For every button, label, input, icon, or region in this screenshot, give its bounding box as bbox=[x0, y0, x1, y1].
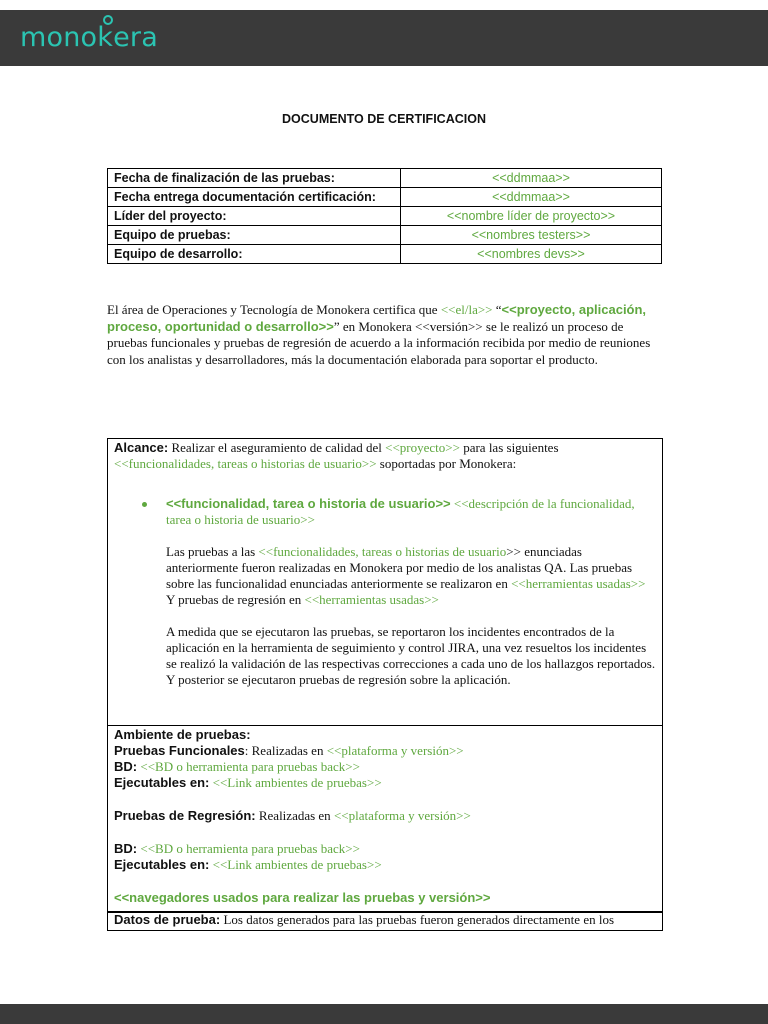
datos-box bbox=[107, 911, 663, 931]
bd-label: BD: bbox=[114, 759, 138, 774]
intro-text: El área de Operaciones y Tecnología de Monokera certifica que bbox=[107, 302, 441, 317]
para-placeholder: <<herramientas usadas>> bbox=[304, 592, 439, 607]
alcance-placeholder: <<proyecto>> bbox=[385, 440, 460, 455]
alcance-box bbox=[107, 438, 663, 726]
top-header-bar bbox=[0, 10, 768, 66]
table-row bbox=[108, 169, 662, 188]
info-value: <<nombres testers>> bbox=[401, 226, 662, 245]
intro-placeholder-bold: <<proyecto, aplicación, proceso, oportunidad o desarrollo>> bbox=[107, 302, 647, 334]
reg-value: <<plataforma y versión>> bbox=[333, 808, 471, 823]
bottom-footer-bar bbox=[0, 1004, 768, 1024]
alcance-text: soportadas por Monokera: bbox=[376, 456, 517, 471]
intro-text: ” en Monokera <<versión>> se le realizó un proceso de pruebas funcionales y pruebas de regresión de acuerdo a la información recibida por medio de reuniones con los analistas y desarrolladores, más la documentación elaborada para soportar el producto. bbox=[107, 318, 651, 367]
document-title: DOCUMENTO DE CERTIFICACION bbox=[282, 112, 486, 126]
table-row bbox=[108, 245, 662, 264]
info-label: Equipo de pruebas: bbox=[108, 226, 401, 245]
info-value: <<nombres devs>> bbox=[401, 245, 662, 264]
func-value: <<plataforma y versión>> bbox=[326, 743, 464, 758]
ejec2-label: Ejecutables en: bbox=[114, 857, 210, 872]
list-item bbox=[166, 496, 656, 528]
bd2-label: BD: bbox=[114, 841, 138, 856]
ambiente-regresion bbox=[114, 808, 656, 824]
ejec-value: <<Link ambientes de pruebas>> bbox=[209, 775, 382, 790]
info-value: <<ddmmaa>> bbox=[401, 169, 662, 188]
alcance-intro bbox=[114, 440, 656, 472]
ejec-label: Ejecutables en: bbox=[114, 775, 210, 790]
info-value: <<nombre líder de proyecto>> bbox=[401, 207, 662, 226]
logo-text-c: era bbox=[113, 22, 158, 53]
intro-placeholder: <<el/la>> bbox=[440, 302, 493, 317]
alcance-text: Realizar el aseguramiento de calidad del bbox=[168, 440, 386, 455]
datos-text: Los datos generados para las pruebas fueron generados directamente en los bbox=[220, 912, 615, 927]
intro-text: “ bbox=[492, 302, 502, 317]
alcance-text: para las siguientes bbox=[459, 440, 559, 455]
ejec2-value: <<Link ambientes de pruebas>> bbox=[209, 857, 382, 872]
info-label: Fecha de finalización de las pruebas: bbox=[108, 169, 401, 188]
reg-label: Pruebas de Regresión: bbox=[114, 808, 256, 823]
ambiente-bd-2 bbox=[114, 841, 656, 857]
info-value: <<ddmmaa>> bbox=[401, 188, 662, 207]
info-label: Líder del proyecto: bbox=[108, 207, 401, 226]
ambiente-box bbox=[107, 725, 663, 913]
para-text: Y pruebas de regresión en bbox=[166, 592, 305, 607]
info-label: Fecha entrega documentación certificación: bbox=[108, 188, 401, 207]
info-table bbox=[107, 168, 662, 264]
func-text: : Realizadas en bbox=[244, 743, 327, 758]
ambiente-title: Ambiente de pruebas: bbox=[114, 727, 251, 742]
alcance-placeholder: <<funcionalidades, tareas o historias de usuario>> bbox=[114, 456, 377, 471]
monokera-logo bbox=[20, 22, 158, 53]
table-row bbox=[108, 226, 662, 245]
ambiente-navegadores: <<navegadores usados para realizar las pruebas y versión>> bbox=[114, 890, 491, 905]
alcance-paragraph-1 bbox=[166, 544, 656, 608]
para-placeholder: <<herramientas usadas>> bbox=[511, 576, 646, 591]
logo-text-a: mono bbox=[20, 22, 98, 53]
para-text: >> enunciadas anteriormente fueron realizadas en Monokera por medio de los analistas QA. Las pruebas sobre las funcionalidad enunciadas anteriormente se realizaron en bbox=[166, 544, 633, 591]
ambiente-ejecutables bbox=[114, 775, 656, 791]
info-label: Equipo de desarrollo: bbox=[108, 245, 401, 264]
intro-paragraph bbox=[107, 302, 662, 368]
bullet-icon bbox=[142, 502, 147, 507]
alcance-label: Alcance: bbox=[114, 440, 169, 455]
para-placeholder: <<funcionalidades, tareas o historias de usuario bbox=[258, 544, 507, 559]
bullet-title: <<funcionalidad, tarea o historia de usuario>> bbox=[166, 496, 451, 511]
bullet-description: <<descripción de la funcionalidad, tarea o historia de usuario>> bbox=[166, 496, 635, 527]
logo-k-letter: k bbox=[97, 22, 114, 53]
alcance-paragraph-2: A medida que se ejecutaron las pruebas, se reportaron los incidentes encontrados de la aplicación en la herramienta de seguimiento y control JIRA, una vez resueltos los incidentes se realizó la validación de las respectivas correcciones a cada uno de los hallazgos reportados. Y posterior se ejecutaron pruebas de regresión sobre la aplicación. bbox=[166, 624, 656, 687]
bd2-value: <<BD o herramienta para pruebas back>> bbox=[137, 841, 360, 856]
ambiente-bd bbox=[114, 759, 656, 775]
ambiente-funcionales bbox=[114, 743, 656, 759]
bd-value: <<BD o herramienta para pruebas back>> bbox=[137, 759, 360, 774]
datos-label: Datos de prueba: bbox=[114, 912, 221, 927]
table-row bbox=[108, 188, 662, 207]
logo-text-b bbox=[97, 22, 113, 53]
reg-text: Realizadas en bbox=[255, 808, 334, 823]
para-text: Las pruebas a las bbox=[166, 544, 259, 559]
ambiente-ejecutables-2 bbox=[114, 857, 656, 873]
table-row bbox=[108, 207, 662, 226]
func-label: Pruebas Funcionales bbox=[114, 743, 245, 758]
